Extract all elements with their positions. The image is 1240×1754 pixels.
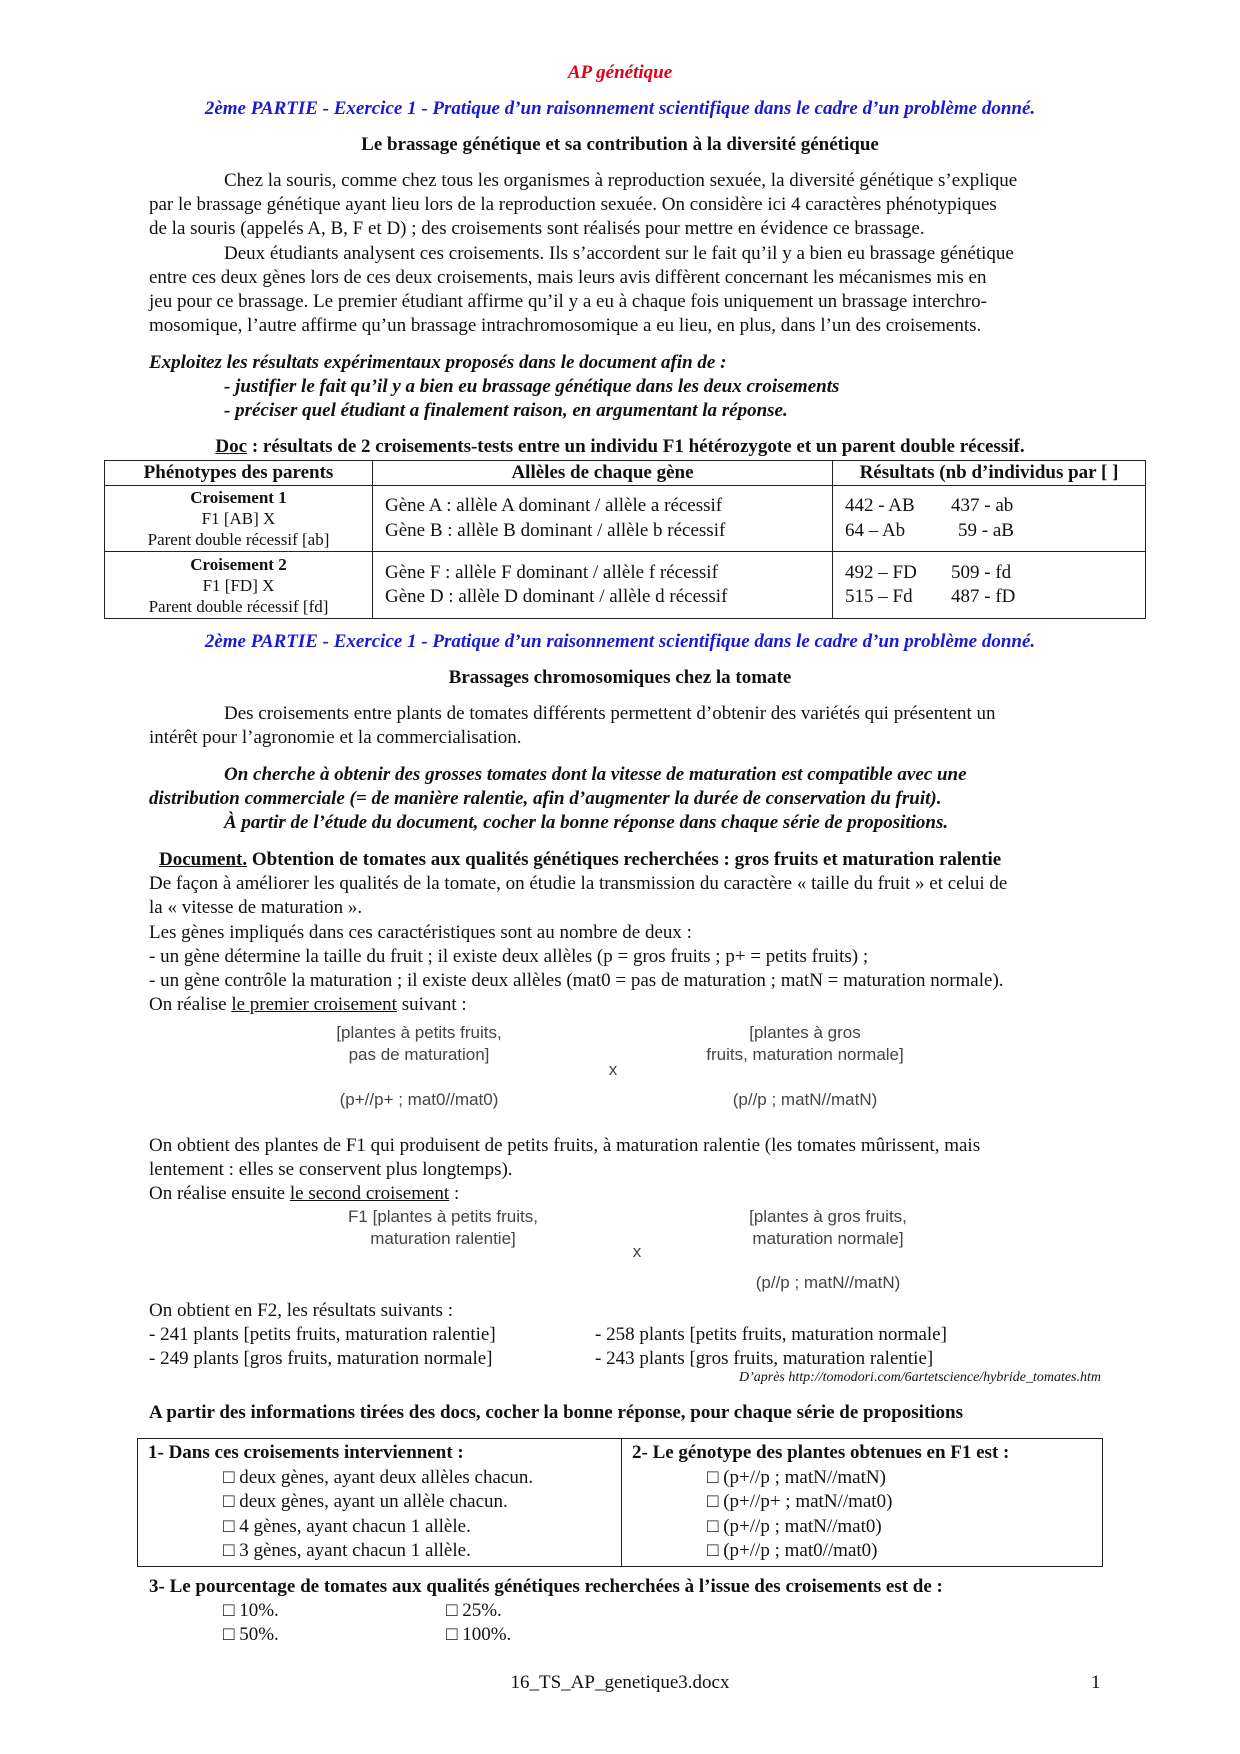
part2-subtitle: Brassages chromosomiques chez la tomate — [448, 667, 792, 688]
checkbox-icon[interactable]: □ — [223, 1515, 235, 1537]
part2-paragraph — [149, 702, 996, 750]
question-1 — [138, 1439, 622, 1567]
result: 515 – Fd — [845, 586, 913, 607]
first-cross-label: le premier croisement — [231, 994, 397, 1016]
option-4[interactable] — [148, 1539, 611, 1564]
part1-paragraph — [149, 169, 1017, 338]
document-title: AP génétique — [567, 62, 673, 83]
cross-f1: F1 [FD] X — [202, 575, 275, 595]
table-row — [105, 486, 1146, 552]
option-label: (p+//p ; matN//matN) — [723, 1466, 886, 1488]
result: 509 - fd — [951, 561, 1012, 583]
f2-result: - 243 plants [gros fruits, maturation ralentie] — [595, 1348, 934, 1369]
option-3[interactable] — [632, 1515, 1092, 1540]
option-label: 50%. — [239, 1624, 279, 1645]
text-line: Chez la souris, comme chez tous les organismes à reproduction sexuée, la diversité génétique s’explique — [224, 170, 1018, 191]
text-line: On obtient des plantes de F1 qui produisent de petits fruits, à maturation ralentie (les tomates mûrissent, mais — [149, 1135, 981, 1156]
option-4[interactable] — [632, 1539, 1092, 1564]
option-label: deux gènes, ayant un allèle chacun. — [239, 1491, 508, 1512]
checkbox-icon[interactable]: □ — [707, 1491, 719, 1512]
text-line: - un gène contrôle la maturation ; il existe deux allèles (mat0 = pas de maturation ; matN = maturation normale). — [149, 970, 1004, 992]
f2-result: - 241 plants [petits fruits, maturation ralentie] — [149, 1324, 496, 1345]
option-1[interactable] — [632, 1466, 1092, 1491]
cross2-right-phenotype — [698, 1206, 958, 1250]
part1-instructions — [149, 351, 839, 424]
document-section — [149, 848, 1007, 1017]
checkbox-icon[interactable]: □ — [223, 1466, 235, 1488]
text: maturation ralentie] — [370, 1229, 516, 1248]
f2-result: - 258 plants [petits fruits, maturation normale] — [595, 1324, 947, 1345]
option-label: 4 gènes, ayant chacun 1 allèle. — [239, 1515, 471, 1537]
exercise-title: 2ème PARTIE - Exercice 1 - Pratique d’un raisonnement scientifique dans le cadre d’un problème donné. — [204, 98, 1036, 119]
f1-description — [149, 1134, 980, 1207]
text-line: jeu pour ce brassage. Le premier étudiant affirme qu’il y a eu à chaque fois uniquement un brassage interchro- — [149, 291, 987, 313]
checkbox-icon[interactable]: □ — [707, 1515, 719, 1537]
text: F1 [plantes à petits fruits, — [348, 1207, 538, 1226]
option-label: 3 gènes, ayant chacun 1 allèle. — [239, 1540, 471, 1561]
page-number: 1 — [1091, 1672, 1101, 1693]
part2-goal — [149, 763, 967, 836]
goal-line: À partir de l’étude du document, cocher la bonne réponse dans chaque série de propositions. — [224, 812, 949, 834]
doc-label: Doc — [215, 436, 248, 457]
result: 442 - AB — [845, 495, 915, 517]
checkbox-icon[interactable]: □ — [707, 1540, 719, 1561]
option-label: (p+//p+ ; matN//mat0) — [723, 1491, 893, 1512]
option-2[interactable] — [632, 1490, 1092, 1515]
text: maturation normale] — [752, 1229, 904, 1248]
result: 492 – FD — [845, 561, 917, 583]
cross-parent: Parent double récessif [ab] — [147, 530, 330, 549]
question-3-title: 3- Le pourcentage de tomates aux qualités génétiques recherchées à l’issue des croisements est de : — [149, 1576, 943, 1597]
doc-title: : résultats de 2 croisements-tests entre un individu F1 hétérozygote et un parent double récessif. — [247, 436, 1025, 457]
table-header: Résultats (nb d’individus par [ ] — [833, 461, 1146, 486]
q3-option-4[interactable] — [446, 1623, 511, 1647]
question-intro: A partir des informations tirées des docs, cocher la bonne réponse, pour chaque série de propositions — [149, 1402, 964, 1423]
q3-option-2[interactable] — [446, 1599, 502, 1623]
option-label: deux gènes, ayant deux allèles chacun. — [239, 1466, 534, 1488]
text: suivant : — [396, 994, 467, 1016]
allele-line: Gène D : allèle D dominant / allèle d récessif — [385, 586, 728, 607]
second-cross-label: le second croisement — [289, 1183, 450, 1205]
part1-subtitle: Le brassage génétique et sa contribution à la diversité génétique — [361, 134, 879, 155]
text-line: intérêt pour l’agronomie et la commercialisation. — [149, 727, 522, 749]
text: : — [449, 1183, 460, 1205]
text-line: mosomique, l’autre affirme qu’un brassage intrachromosomique a eu lieu, en plus, dans l’un des croisements. — [149, 315, 982, 337]
allele-line: Gène B : allèle B dominant / allèle b récessif — [385, 519, 726, 541]
text: On réalise — [149, 994, 232, 1016]
option-label: 10%. — [239, 1600, 279, 1621]
text-line: Les gènes impliqués dans ces caractéristiques sont au nombre de deux : — [149, 921, 692, 943]
checkbox-icon[interactable]: □ — [446, 1624, 458, 1645]
cross2-right-genotype: (p//p ; matN//matN) — [755, 1273, 901, 1292]
question-title: 2- Le génotype des plantes obtenues en F1 est : — [632, 1442, 1010, 1463]
option-label: (p+//p ; matN//mat0) — [723, 1515, 882, 1537]
document-label: Document. — [159, 849, 248, 870]
checkbox-icon[interactable]: □ — [223, 1540, 235, 1561]
text: On réalise ensuite — [149, 1183, 290, 1205]
result: 437 - ab — [951, 495, 1014, 517]
exercise-title-2: 2ème PARTIE - Exercice 1 - Pratique d’un raisonnement scientifique dans le cadre d’un problème donné. — [204, 631, 1036, 652]
text-line: Des croisements entre plants de tomates différents permettent d’obtenir des variétés qui présentent un — [224, 703, 996, 724]
result: 59 - aB — [958, 519, 1014, 541]
text-line: De façon à améliorer les qualités de la tomate, on étudie la transmission du caractère « taille du fruit » et celui de — [149, 873, 1008, 895]
source-citation: D’après http://tomodori.com/6artetscience/hybride_tomates.htm — [739, 1370, 1101, 1385]
checkbox-icon[interactable]: □ — [223, 1600, 235, 1621]
goal-line: distribution commerciale (= de manière ralentie, afin d’augmenter la durée de conservation du fruit). — [149, 788, 942, 810]
cross1-right-genotype: (p//p ; matN//matN) — [732, 1090, 878, 1109]
option-label: (p+//p ; mat0//mat0) — [723, 1540, 878, 1561]
allele-line: Gène F : allèle F dominant / allèle f récessif — [385, 561, 718, 583]
text-line: entre ces deux gènes lors de ces deux croisements, mais leurs avis diffèrent concernant les mécanismes mis en — [149, 266, 987, 288]
document-title-text: Obtention de tomates aux qualités génétiques recherchées : gros fruits et maturation ralentie — [247, 849, 1002, 870]
text-line: de la souris (appelés A, B, F et D) ; des croisements sont réalisés pour mettre en évidence ce brassage. — [149, 218, 925, 240]
text-line: - un gène détermine la taille du fruit ; il existe deux allèles (p = gros fruits ; p+ = petits fruits) ; — [149, 945, 869, 967]
cross-parent: Parent double récessif [fd] — [148, 596, 329, 616]
instruction-line: - préciser quel étudiant a finalement raison, en argumentant la réponse. — [224, 400, 788, 422]
table-header: Allèles de chaque gène — [373, 461, 833, 486]
table-header: Phénotypes des parents — [105, 461, 373, 486]
cross1-right-phenotype — [665, 1022, 945, 1066]
questions-table — [137, 1438, 1103, 1567]
checkbox-icon[interactable]: □ — [223, 1624, 235, 1645]
f2-result: - 249 plants [gros fruits, maturation normale] — [149, 1348, 493, 1369]
text: [plantes à gros — [749, 1023, 861, 1042]
text: pas de maturation] — [348, 1045, 490, 1064]
cross1-left-genotype: (p+//p+ ; mat0//mat0) — [339, 1090, 499, 1109]
checkbox-icon[interactable]: □ — [446, 1600, 458, 1621]
cross-f1: F1 [AB] X — [201, 509, 276, 528]
instruction-line: - justifier le fait qu’il y a bien eu brassage génétique dans les deux croisements — [224, 376, 840, 398]
question-title: 1- Dans ces croisements interviennent : — [148, 1442, 464, 1463]
f2-intro: On obtient en F2, les résultats suivants : — [149, 1300, 453, 1321]
text-line: lentement : elles se conservent plus longtemps). — [149, 1159, 513, 1181]
text-line: par le brassage génétique ayant lieu lors de la reproduction sexuée. On considère ici 4 caractères phénotypiques — [149, 194, 997, 216]
cross-name: Croisement 1 — [190, 488, 287, 507]
option-2[interactable] — [148, 1490, 611, 1515]
table-row — [105, 552, 1146, 619]
checkbox-icon[interactable]: □ — [223, 1491, 235, 1512]
cross2-left-phenotype — [313, 1206, 573, 1250]
checkbox-icon[interactable]: □ — [707, 1466, 719, 1488]
question-2 — [622, 1439, 1103, 1567]
allele-line: Gène A : allèle A dominant / allèle a récessif — [385, 495, 723, 517]
crossing-results-table — [104, 460, 1146, 619]
result: 64 – Ab — [845, 519, 906, 541]
cross1-left-phenotype — [299, 1022, 539, 1066]
q3-option-3[interactable] — [223, 1623, 279, 1647]
q3-option-1[interactable] — [223, 1599, 279, 1623]
text: [plantes à gros fruits, — [749, 1207, 907, 1226]
cross-symbol: x — [608, 1060, 618, 1079]
cross-name: Croisement 2 — [190, 554, 287, 574]
text-line: Deux étudiants analysent ces croisements. Ils s’accordent sur le fait qu’il y a bien eu brassage génétique — [224, 242, 1014, 264]
footer-filename: 16_TS_AP_genetique3.docx — [510, 1672, 730, 1693]
instruction-line: Exploitez les résultats expérimentaux proposés dans le document afin de : — [149, 352, 727, 373]
result: 487 - fD — [951, 586, 1016, 607]
goal-line: On cherche à obtenir des grosses tomates dont la vitesse de maturation est compatible avec une — [224, 764, 967, 785]
option-label: 100%. — [462, 1624, 512, 1645]
option-1[interactable] — [148, 1466, 611, 1491]
doc-caption — [0, 435, 1240, 459]
option-3[interactable] — [148, 1515, 611, 1540]
text: fruits, maturation normale] — [706, 1045, 904, 1064]
option-label: 25%. — [462, 1600, 502, 1621]
cross-symbol: x — [632, 1242, 642, 1261]
text-line: la « vitesse de maturation ». — [149, 897, 363, 919]
text: [plantes à petits fruits, — [336, 1023, 502, 1042]
